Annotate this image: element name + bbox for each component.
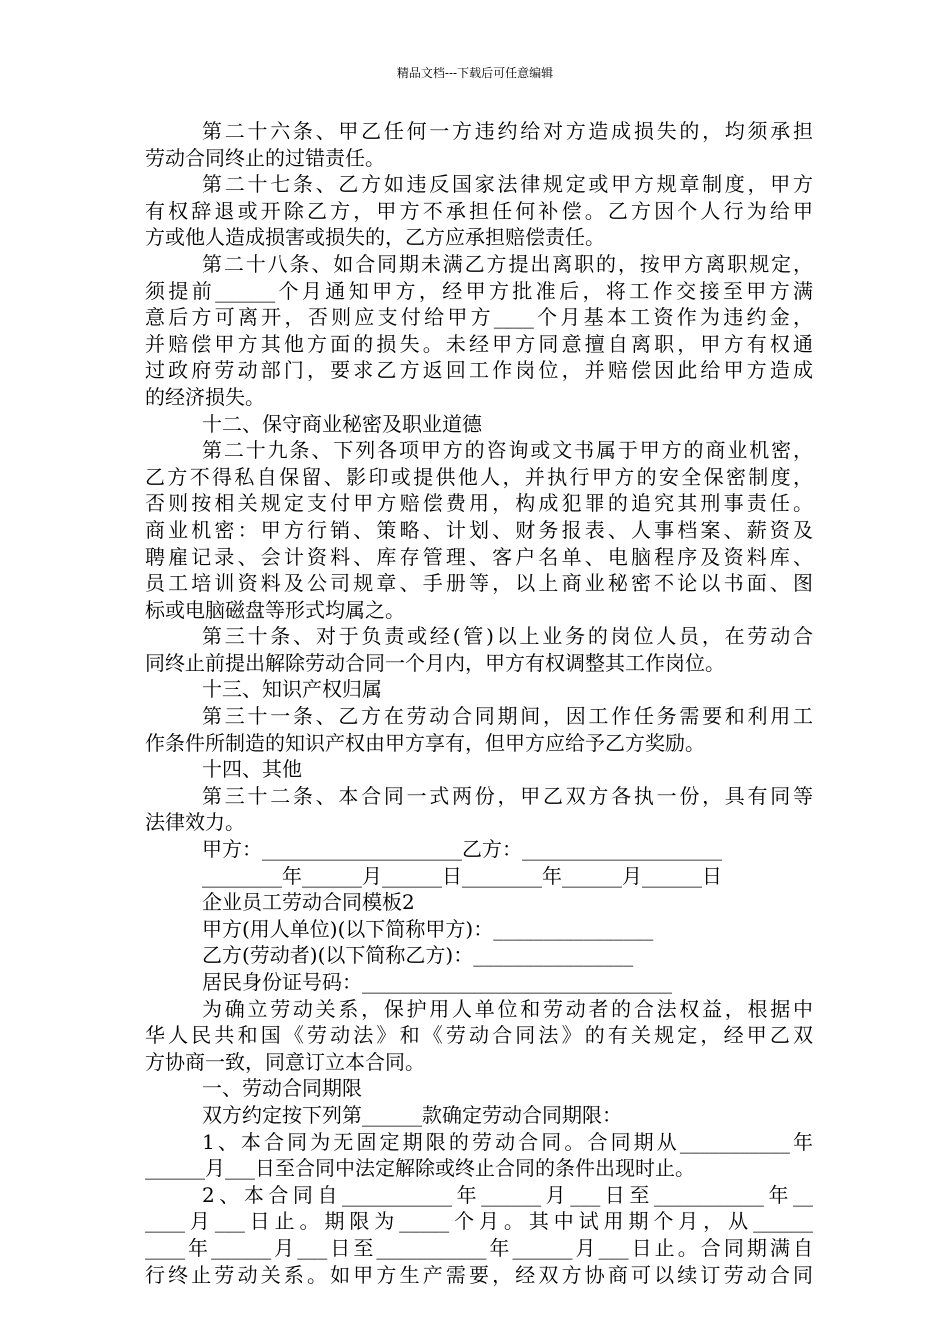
text-line: 第三十二条、本合同一式两份，甲乙双方各执一份，具有同等 bbox=[202, 783, 813, 808]
text-line: 为确立劳动关系，保护用人单位和劳动者的合法权益，根据中 bbox=[202, 996, 813, 1021]
text-line: 方或他人造成损害或损失的，乙方应承担赔偿责任。 bbox=[145, 225, 605, 250]
text-line: 双方约定按下列第______款确定劳动合同期限： bbox=[202, 1102, 622, 1127]
text-line: 第二十七条、乙方如违反国家法律规定或甲方规章制度，甲方 bbox=[202, 172, 813, 197]
text-line: 的经济损失。 bbox=[145, 384, 265, 409]
text-line: 甲方：____________________乙方：____________________ bbox=[202, 837, 722, 862]
text-line: 第三十一条、乙方在劳动合同期间，因工作任务需要和利用工 bbox=[202, 704, 813, 729]
text-line: 2、本合同自___________年______月___日至___________年__ bbox=[202, 1182, 813, 1207]
text-line: 作条件所制造的知识产权由甲方享有，但甲方应给予乙方奖励。 bbox=[145, 730, 705, 755]
text-line: 甲方(用人单位)(以下简称甲方)：________________ bbox=[202, 916, 654, 941]
text-line: 居民身份证号码：_______________________________ bbox=[202, 970, 672, 994]
text-line: 法律效力。 bbox=[145, 810, 245, 835]
text-line: 企业员工劳动合同模板2 bbox=[202, 890, 415, 915]
text-line: 十二、保守商业秘密及职业道德 bbox=[202, 411, 482, 436]
text-line: 第二十八条、如合同期未满乙方提出离职的，按甲方离职规定， bbox=[202, 251, 813, 276]
text-line: ________年______月______日________年______月______日 bbox=[202, 863, 722, 888]
text-line: 标或电脑磁盘等形式均属之。 bbox=[145, 597, 405, 622]
text-line: 有权辞退或开除乙方，甲方不承担任何补偿。乙方因个人行为给甲 bbox=[145, 198, 813, 223]
text-line: 第二十六条、甲乙任何一方违约给对方造成损失的，均须承担 bbox=[202, 119, 813, 143]
text-line: 员工培训资料及公司规章、手册等，以上商业秘密不论以书面、图 bbox=[145, 571, 813, 596]
text-line: ____年______月___日至___________年______月___日止。合同期满自 bbox=[145, 1235, 813, 1260]
text-line: 劳动合同终止的过错责任。 bbox=[145, 145, 385, 170]
text-line: 同终止前提出解除劳动合同一个月内，甲方有权调整其工作岗位。 bbox=[145, 650, 725, 675]
text-line: 第二十九条、下列各项甲方的咨询或文书属于甲方的商业机密， bbox=[202, 438, 813, 463]
text-line: 乙方不得私自保留、影印或提供他人，并执行甲方的安全保密制度， bbox=[145, 464, 813, 489]
text-line: 须提前______个月通知甲方，经甲方批准后，将工作交接至甲方满 bbox=[145, 278, 813, 303]
text-line: 并赔偿甲方其他方面的损失。未经甲方同意擅自离职，甲方有权通 bbox=[145, 331, 813, 356]
document-body bbox=[145, 118, 813, 1288]
text-line: 第三十条、对于负责或经(管)以上业务的岗位人员，在劳动合 bbox=[202, 624, 813, 649]
text-line: 方协商一致，同意订立本合同。 bbox=[145, 1049, 425, 1074]
text-line: 意后方可离开，否则应支付给甲方____个月基本工资作为违约金， bbox=[145, 305, 813, 330]
text-line: 华人民共和国《劳动法》和《劳动合同法》的有关规定，经甲乙双 bbox=[145, 1023, 813, 1048]
text-line: 十三、知识产权归属 bbox=[202, 677, 382, 702]
text-line: 1、本合同为无固定期限的劳动合同。合同期从___________年 bbox=[202, 1129, 813, 1154]
text-line: 聘雇记录、会计资料、库存管理、客户名单、电脑程序及资料库、 bbox=[145, 544, 813, 569]
text-line: 十四、其他 bbox=[202, 757, 302, 782]
text-line: 否则按相关规定支付甲方赔偿费用，构成犯罪的追究其刑事责任。 bbox=[145, 491, 813, 516]
text-line: 过政府劳动部门，要求乙方返回工作岗位，并赔偿因此给甲方造成 bbox=[145, 358, 813, 383]
text-line: 行终止劳动关系。如甲方生产需要，经双方协商可以续订劳动合同 bbox=[145, 1262, 813, 1287]
text-line: 乙方(劳动者)(以下简称乙方)：________________ bbox=[202, 943, 634, 968]
text-line: ______月___日至合同中法定解除或终止合同的条件出现时止。 bbox=[145, 1156, 695, 1181]
text-line: ____月___日止。期限为_____个月。其中试用期个月，从______ bbox=[145, 1209, 813, 1234]
text-line: 商业机密：甲方行销、策略、计划、财务报表、人事档案、薪资及 bbox=[145, 517, 813, 542]
page-header: 精品文档---下载后可任意编辑 bbox=[396, 66, 554, 80]
text-line: 一、劳动合同期限 bbox=[202, 1076, 362, 1101]
